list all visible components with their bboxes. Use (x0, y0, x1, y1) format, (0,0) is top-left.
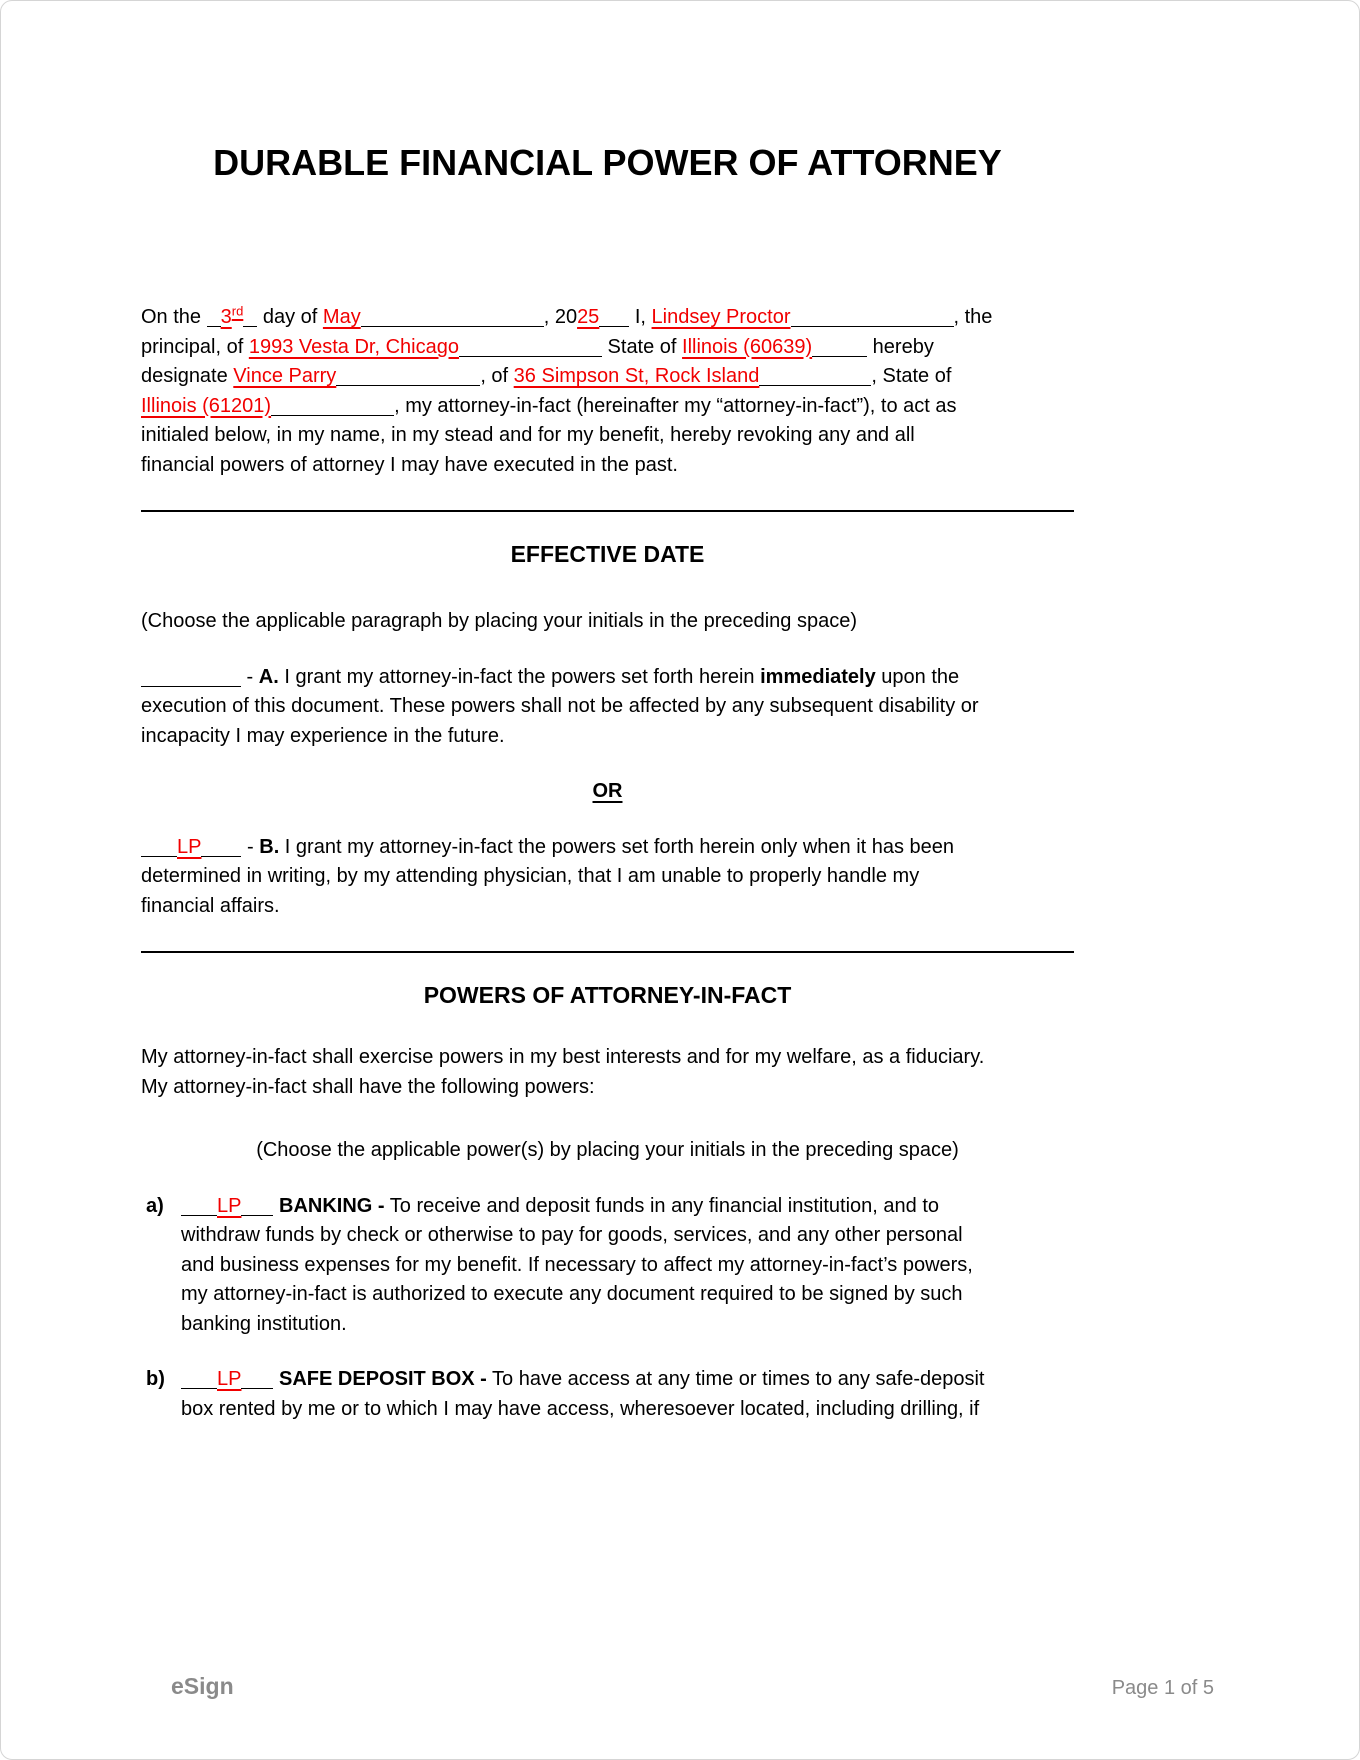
filled-value: May (322, 306, 361, 328)
text-line (141, 833, 1091, 863)
text-line (141, 722, 1091, 752)
document-content (141, 1, 1091, 1424)
blank-line (243, 326, 257, 327)
document-title: DURABLE FINANCIAL POWER OF ATTORNEY (213, 142, 1002, 183)
option-b-paragraph (141, 833, 1091, 922)
text-line (141, 333, 1091, 363)
blank-line (201, 856, 241, 857)
text-segment: and business expenses for my benefit. If necessary to affect my attorney-in-fact’s powers, (181, 1253, 973, 1276)
text-segment: designate (141, 365, 234, 387)
text-segment: determined in writing, by my attending physician, that I am unable to properly handle my (141, 865, 920, 887)
filled-value: rd (231, 303, 244, 319)
blank-line (207, 326, 221, 327)
blank-line (141, 856, 177, 857)
power-item-banking (141, 1192, 1091, 1340)
item-text (181, 1365, 1091, 1424)
text-segment: A. (258, 665, 279, 688)
text-segment: I grant my attorney-in-fact the powers set forth herein only when it has been (279, 835, 955, 858)
text-line (141, 862, 1091, 892)
text-segment: - (241, 665, 259, 688)
text-segment: hereby (867, 335, 934, 358)
text-segment: , of (480, 365, 514, 387)
powers-heading: POWERS OF ATTORNEY-IN-FACT (423, 982, 792, 1008)
blank-line (241, 1215, 273, 1216)
effective-date-instruction: (Choose the applicable paragraph by placing your initials in the preceding space) (141, 610, 857, 632)
blank-line (599, 326, 629, 327)
text-line (181, 1365, 1091, 1395)
effective-date-heading: EFFECTIVE DATE (510, 541, 705, 567)
text-line (181, 1310, 1091, 1340)
text-line (181, 1251, 1091, 1281)
text-segment: State of (601, 335, 683, 358)
text-line (141, 362, 1091, 392)
filled-value: LP (177, 835, 202, 858)
text-segment: To have access at any time or times to any safe-deposit (486, 1368, 985, 1390)
text-segment: BANKING - (273, 1194, 385, 1217)
text-segment: upon the (875, 665, 960, 688)
text-segment: I, (629, 306, 652, 328)
esign-brand: eSign (171, 1673, 234, 1699)
text-line (141, 392, 1091, 422)
text-segment: execution of this document. These powers shall not be affected by any subsequent disability or (141, 695, 979, 717)
text-segment: box rented by me or to which I may have access, wheresoever located, including drilling, if (181, 1397, 980, 1420)
text-line (181, 1395, 1091, 1425)
text-segment: On the (141, 306, 207, 328)
filled-value: 25 (577, 306, 600, 328)
filled-value: LP (217, 1368, 242, 1390)
text-segment: immediately (760, 665, 876, 688)
text-segment: principal, of (141, 335, 249, 358)
filled-value: Vince Parry (233, 365, 337, 387)
blank-line (759, 385, 871, 386)
blank-line (459, 356, 602, 357)
text-segment: To receive and deposit funds in any financial institution, and to (384, 1194, 940, 1217)
text-segment: financial powers of attorney I may have executed in the past. (141, 453, 678, 476)
blank-line (812, 356, 867, 357)
text-line (141, 1073, 1091, 1103)
text-segment: I grant my attorney-in-fact the powers set forth herein (278, 665, 761, 688)
option-a-paragraph (141, 663, 1091, 752)
text-line (141, 303, 1091, 333)
text-line (141, 892, 1091, 922)
section-divider (141, 510, 1074, 512)
text-segment: My attorney-in-fact shall have the following powers: (141, 1075, 595, 1098)
text-segment: my attorney-in-fact is authorized to execute any document required to be signed by such (181, 1283, 963, 1305)
blank-line (141, 686, 241, 687)
or-label: OR (592, 780, 623, 802)
text-line (141, 692, 1091, 722)
text-segment: , my attorney-in-fact (hereinafter my “attorney-in-fact”), to act as (394, 394, 957, 417)
item-label: b) (146, 1368, 165, 1390)
blank-line (271, 415, 394, 416)
text-segment: , State of (871, 365, 952, 387)
text-line (141, 1043, 1091, 1073)
text-segment: - (241, 835, 260, 858)
text-segment: , 20 (543, 306, 578, 328)
powers-intro-paragraph (141, 1043, 1091, 1102)
text-segment: incapacity I may experience in the future. (141, 724, 505, 747)
blank-line (791, 326, 954, 327)
text-segment: SAFE DEPOSIT BOX - (273, 1368, 487, 1390)
power-item-safe-deposit-box (141, 1365, 1091, 1424)
intro-paragraph (141, 303, 1091, 480)
text-segment: B. (259, 835, 280, 858)
filled-value: Illinois (61201) (141, 394, 272, 417)
item-text (181, 1192, 1091, 1340)
filled-value: Illinois (60639) (682, 335, 813, 358)
text-segment: financial affairs. (141, 894, 280, 917)
filled-value: 1993 Vesta Dr, Chicago (248, 335, 459, 358)
blank-line (181, 1215, 217, 1216)
text-segment: withdraw funds by check or otherwise to pay for goods, services, and any other personal (181, 1224, 963, 1246)
text-line (141, 451, 1091, 481)
filled-value: LP (217, 1194, 242, 1217)
text-segment: banking institution. (181, 1312, 347, 1335)
text-segment: My attorney-in-fact shall exercise powers in my best interests and for my welfare, as a fiduciary. (141, 1046, 985, 1068)
filled-value: 3 (220, 306, 232, 328)
page-indicator: Page 1 of 5 (1111, 1677, 1214, 1699)
powers-instruction: (Choose the applicable power(s) by placing your initials in the preceding space) (256, 1139, 959, 1161)
blank-line (241, 1388, 273, 1389)
text-line (181, 1192, 1091, 1222)
page-footer (171, 1673, 1214, 1700)
text-segment: day of (257, 306, 323, 328)
filled-value: Lindsey Proctor (651, 306, 791, 328)
blank-line (181, 1388, 217, 1389)
blank-line (361, 326, 544, 327)
text-line (181, 1280, 1091, 1310)
item-label: a) (146, 1194, 164, 1217)
section-divider (141, 951, 1074, 953)
text-line (141, 663, 1091, 693)
text-line (181, 1221, 1091, 1251)
text-line (141, 421, 1091, 451)
blank-line (336, 385, 480, 386)
text-segment: , the (953, 306, 993, 328)
text-segment: initialed below, in my name, in my stead and for my benefit, hereby revoking any and all (141, 424, 915, 446)
filled-value: 36 Simpson St, Rock Island (513, 365, 760, 387)
